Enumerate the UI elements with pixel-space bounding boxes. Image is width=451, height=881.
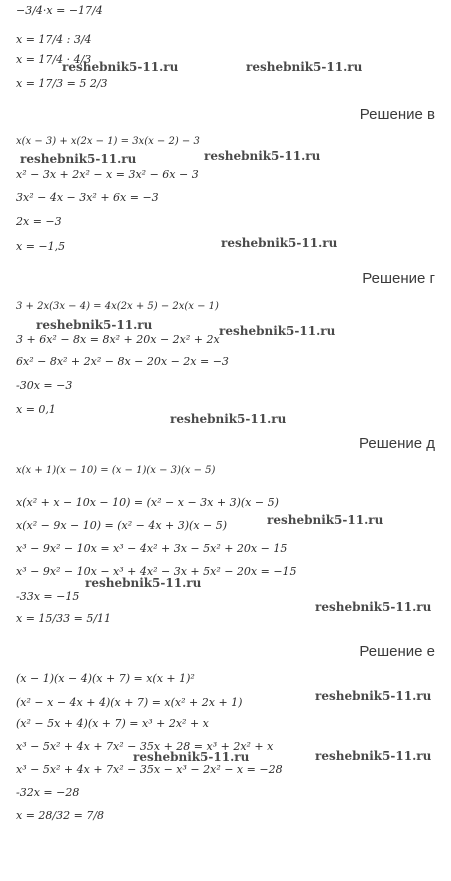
equation-line: x² − 3x + 2x² − x = 3x² − 6x − 3 (16, 168, 199, 181)
equation-line: x(x − 3) + x(2x − 1) = 3x(x − 2) − 3 (16, 136, 200, 147)
equation-line: x³ − 5x² + 4x + 7x² − 35x − x³ − 2x² − x = −28 (16, 763, 283, 776)
watermark: reshebnik5-11.ru (219, 324, 336, 338)
equation-line: x = 0,1 (16, 403, 56, 416)
equation-line: (x² − 5x + 4)(x + 7) = x³ + 2x² + x (16, 717, 209, 730)
watermark: reshebnik5-11.ru (20, 152, 137, 166)
equation-line: x = 28/32 = 7/8 (16, 809, 105, 822)
equation-line: x = 17/4 · 4/3 (16, 53, 92, 66)
watermark: reshebnik5-11.ru (221, 236, 338, 250)
watermark: reshebnik5-11.ru (267, 513, 384, 527)
equation-line: x³ − 9x² − 10x = x³ − 4x² + 3x − 5x² + 20x − 15 (16, 542, 288, 555)
section-heading: Решение е (359, 643, 435, 660)
watermark: reshebnik5-11.ru (133, 750, 250, 764)
watermark: reshebnik5-11.ru (36, 318, 153, 332)
watermark: reshebnik5-11.ru (62, 60, 179, 74)
equation-line: x = 17/3 = 5 2/3 (16, 77, 108, 90)
equation-line: 6x² − 8x² + 2x² − 8x − 20x − 2x = −3 (16, 355, 229, 368)
equation-line: -32x = −28 (16, 786, 80, 799)
equation-line: −3/4·x = −17/4 (16, 4, 103, 17)
watermark: reshebnik5-11.ru (315, 749, 432, 763)
watermark: reshebnik5-11.ru (246, 60, 363, 74)
section-heading: Решение в (359, 106, 435, 123)
watermark: reshebnik5-11.ru (170, 412, 287, 426)
equation-line: 3x² − 4x − 3x² + 6x = −3 (16, 191, 159, 204)
equation-line: x(x + 1)(x − 10) = (x − 1)(x − 3)(x − 5) (16, 465, 216, 476)
section-heading: Решение д (359, 435, 435, 452)
equation-line: x³ − 9x² − 10x − x³ + 4x² − 3x + 5x² − 20x = −15 (16, 565, 297, 578)
equation-line: -33x = −15 (16, 590, 80, 603)
equation-line: -30x = −3 (16, 379, 73, 392)
equation-line: x = −1,5 (16, 240, 66, 253)
equation-line: x = 17/4 : 3/4 (16, 33, 92, 46)
equation-line: x(x² + x − 10x − 10) = (x² − x − 3x + 3)(x − 5) (16, 496, 279, 509)
equation-line: (x² − x − 4x + 4)(x + 7) = x(x² + 2x + 1) (16, 696, 243, 709)
watermark: reshebnik5-11.ru (85, 576, 202, 590)
watermark: reshebnik5-11.ru (204, 149, 321, 163)
equation-line: x³ − 5x² + 4x + 7x² − 35x + 28 = x³ + 2x² + x (16, 740, 274, 753)
equation-line: x(x² − 9x − 10) = (x² − 4x + 3)(x − 5) (16, 519, 228, 532)
equation-line: 2x = −3 (16, 215, 62, 228)
watermark: reshebnik5-11.ru (315, 600, 432, 614)
section-heading: Решение г (362, 270, 435, 287)
equation-line: 3 + 2x(3x − 4) = 4x(2x + 5) − 2x(x − 1) (16, 301, 219, 312)
equation-line: x = 15/33 = 5/11 (16, 612, 112, 625)
equation-line: 3 + 6x² − 8x = 8x² + 20x − 2x² + 2x (16, 333, 220, 346)
watermark: reshebnik5-11.ru (315, 689, 432, 703)
equation-line: (x − 1)(x − 4)(x + 7) = x(x + 1)² (16, 672, 195, 685)
